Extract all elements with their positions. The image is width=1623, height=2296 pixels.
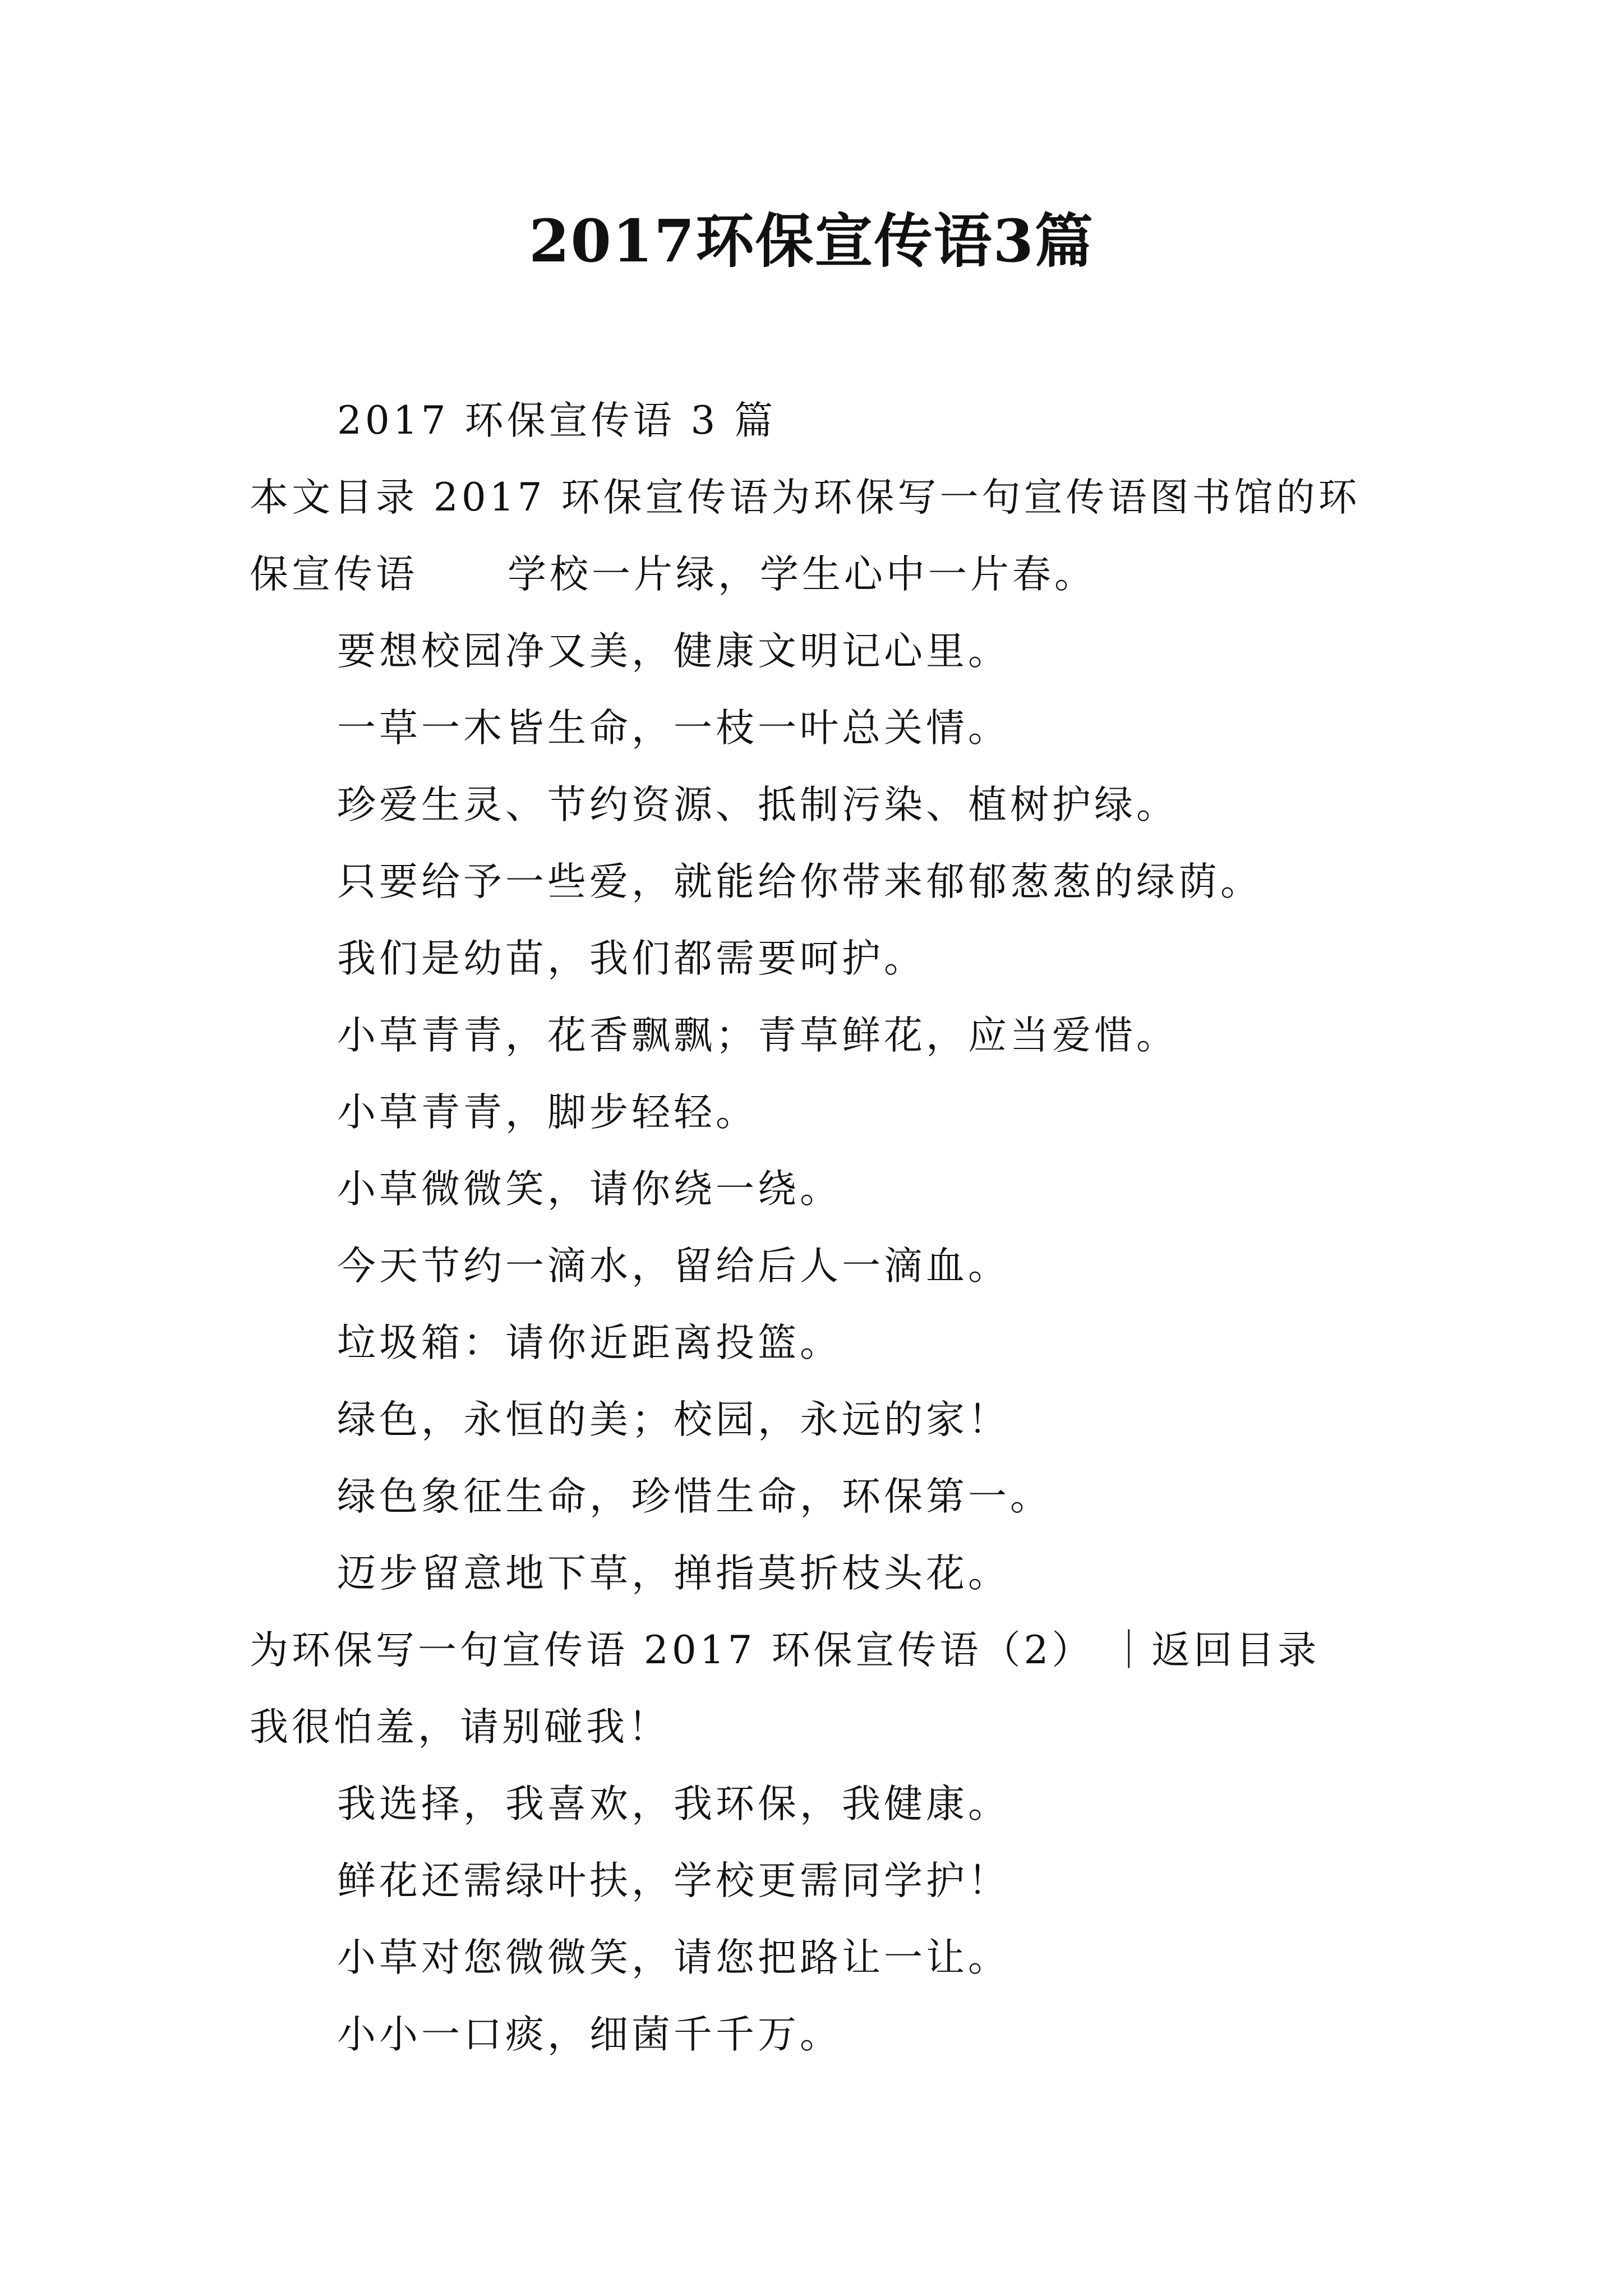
toc-line-2-link: 保宣传语 <box>250 552 418 597</box>
slogan-line: 我们是幼苗，我们都需要呵护。 <box>337 936 926 981</box>
document-subtitle: 2017 环保宣传语 3 篇 <box>337 398 777 443</box>
slogan-line: 小小一口痰，细菌千千万。 <box>337 2012 842 2057</box>
slogan-line: 绿色象征生命，珍惜生命，环保第一。 <box>337 1474 1052 1519</box>
slogan-line: 今天节约一滴水，留给后人一滴血。 <box>337 1244 1010 1289</box>
section-2-first-line: 我很怕羞，请别碰我！ <box>250 1705 670 1750</box>
document-title: 2017环保宣传语3篇 <box>529 206 1094 275</box>
slogan-line: 迈步留意地下草，掸指莫折枝头花。 <box>337 1551 1010 1596</box>
slogan-line: 绿色，永恒的美；校园，永远的家！ <box>337 1397 1010 1442</box>
slogan-line: 只要给予一些爱，就能给你带来郁郁葱葱的绿荫。 <box>337 859 1262 904</box>
slogan-line: 鲜花还需绿叶扶，学校更需同学护！ <box>337 1858 1010 1903</box>
slogan-line: 要想校园净又美，健康文明记心里。 <box>337 629 1010 674</box>
toc-line-2-slogan: 学校一片绿，学生心中一片春。 <box>508 552 1096 597</box>
toc-line-1: 本文目录 2017 环保宣传语为环保写一句宣传语图书馆的环 <box>250 475 1361 520</box>
slogan-line: 小草青青，脚步轻轻。 <box>337 1090 758 1135</box>
document-body <box>250 383 1394 2073</box>
slogan-line: 珍爱生灵、节约资源、抵制污染、植树护绿。 <box>337 783 1178 827</box>
slogan-line: 小草青青，花香飘飘；青草鲜花，应当爱惜。 <box>337 1013 1178 1058</box>
section-2-heading: 为环保写一句宣传语 2017 环保宣传语（2） ｜返回目录 <box>250 1628 1320 1673</box>
toc-line-2 <box>250 536 1394 613</box>
slogan-line: 一草一木皆生命，一枝一叶总关情。 <box>337 706 1010 751</box>
slogan-line: 垃圾箱：请你近距离投篮。 <box>337 1320 842 1365</box>
slogan-line: 我选择，我喜欢，我环保，我健康。 <box>337 1782 1010 1826</box>
slogan-line: 小草微微笑，请你绕一绕。 <box>337 1167 842 1212</box>
slogan-line: 小草对您微微笑，请您把路让一让。 <box>337 1935 1010 1980</box>
